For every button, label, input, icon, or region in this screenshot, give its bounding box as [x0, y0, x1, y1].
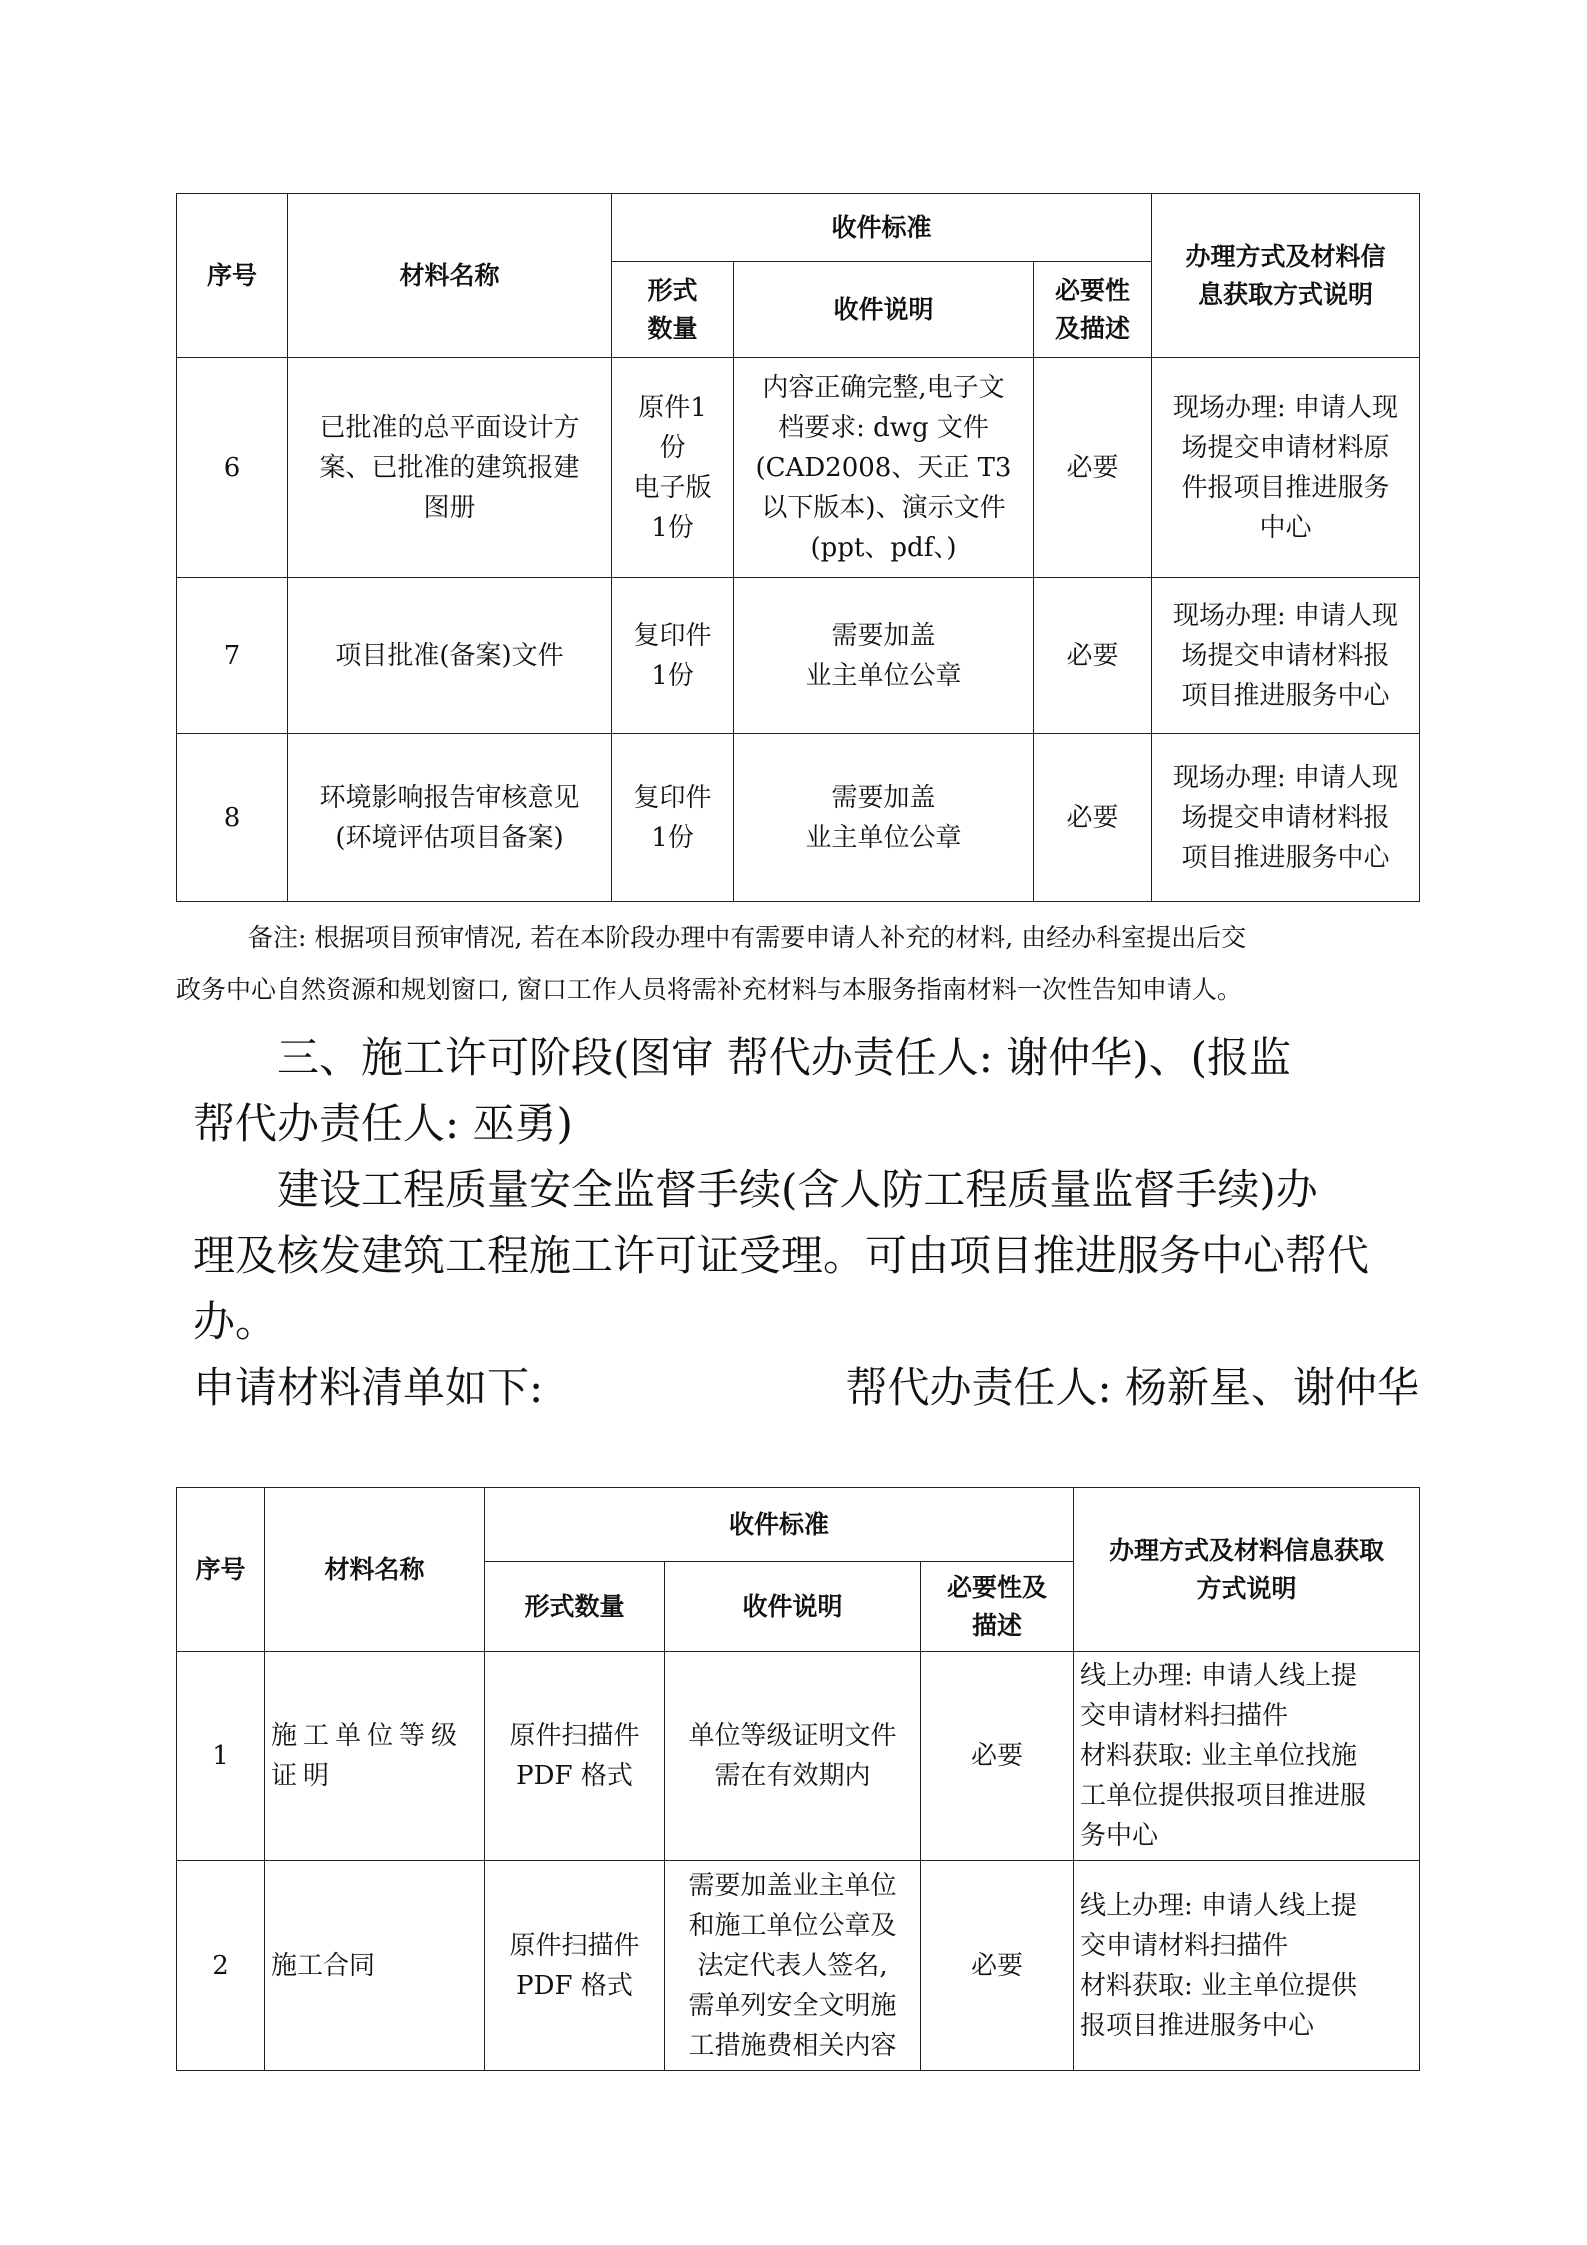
cell-method: 现场办理: 申请人现 场提交申请材料原 件报项目推进服务 中心	[1152, 358, 1420, 578]
list-intro	[193, 1355, 1419, 1421]
header-seq: 序号	[177, 1488, 265, 1652]
materials-table-1	[176, 193, 1420, 902]
header-name: 材料名称	[288, 194, 612, 358]
table-row	[177, 734, 1420, 902]
header-standard: 收件标准	[485, 1488, 1074, 1562]
cell-seq: 1	[177, 1652, 265, 1861]
cell-desc: 需要加盖 业主单位公章	[734, 734, 1034, 902]
cell-form: 原件1 份 电子版 1份	[612, 358, 734, 578]
table-row	[177, 1861, 1420, 2071]
header-method: 办理方式及材料信息获取 方式说明	[1074, 1488, 1420, 1652]
cell-name: 项目批准(备案)文件	[288, 578, 612, 734]
cell-form: 原件扫描件 PDF 格式	[485, 1652, 665, 1861]
cell-method: 线上办理: 申请人线上提 交申请材料扫描件 材料获取: 业主单位提供 报项目推进服务中心	[1074, 1861, 1420, 2071]
table-row	[177, 358, 1420, 578]
header-seq: 序号	[177, 194, 288, 358]
cell-necessity: 必要	[1034, 578, 1152, 734]
section-para-line-3: 办。	[193, 1297, 278, 1346]
list-responsible: 帮代办责任人: 杨新星、谢仲华	[845, 1363, 1419, 1412]
section-para-line-1: 建设工程质量安全监督手续(含人防工程质量监督手续)办	[277, 1165, 1318, 1214]
cell-form: 原件扫描件 PDF 格式	[485, 1861, 665, 2071]
list-label: 申请材料清单如下:	[193, 1363, 544, 1412]
cell-seq: 8	[177, 734, 288, 902]
section-heading-line-2: 帮代办责任人: 巫勇)	[193, 1099, 573, 1148]
table-row	[177, 1652, 1420, 1861]
cell-desc: 需要加盖 业主单位公章	[734, 578, 1034, 734]
header-desc: 收件说明	[665, 1562, 921, 1652]
header-necessity: 必要性 及描述	[1034, 262, 1152, 358]
header-form: 形式 数量	[612, 262, 734, 358]
cell-form: 复印件 1份	[612, 578, 734, 734]
table-row	[177, 578, 1420, 734]
cell-name: 已批准的总平面设计方 案、已批准的建筑报建 图册	[288, 358, 612, 578]
cell-method: 现场办理: 申请人现 场提交申请材料报 项目推进服务中心	[1152, 734, 1420, 902]
materials-table-2	[176, 1487, 1420, 2071]
cell-necessity: 必要	[1034, 358, 1152, 578]
header-method: 办理方式及材料信 息获取方式说明	[1152, 194, 1420, 358]
cell-desc: 需要加盖业主单位 和施工单位公章及 法定代表人签名, 需单列安全文明施 工措施费相关内容	[665, 1861, 921, 2071]
cell-form: 复印件 1份	[612, 734, 734, 902]
section-body	[193, 1025, 1419, 1421]
cell-name: 施工单位等级 证明	[265, 1652, 485, 1861]
cell-necessity: 必要	[921, 1861, 1074, 2071]
remark-line-1: 备注: 根据项目预审情况, 若在本阶段办理中有需要申请人补充的材料, 由经办科室提出后交	[248, 923, 1247, 952]
section-para-line-2: 理及核发建筑工程施工许可证受理。可由项目推进服务中心帮代	[193, 1231, 1370, 1280]
cell-desc: 内容正确完整,电子文 档要求: dwg 文件 (CAD2008、天正 T3 以下版本)、演示文件 (ppt、pdf、)	[734, 358, 1034, 578]
cell-method: 线上办理: 申请人线上提 交申请材料扫描件 材料获取: 业主单位找施 工单位提供报项目推进服 务中心	[1074, 1652, 1420, 1861]
remark-line-2: 政务中心自然资源和规划窗口, 窗口工作人员将需补充材料与本服务指南材料一次性告知申请人。	[176, 975, 1242, 1004]
cell-desc: 单位等级证明文件 需在有效期内	[665, 1652, 921, 1861]
cell-name: 施工合同	[265, 1861, 485, 2071]
header-standard: 收件标准	[612, 194, 1152, 262]
header-desc: 收件说明	[734, 262, 1034, 358]
cell-seq: 7	[177, 578, 288, 734]
cell-necessity: 必要	[1034, 734, 1152, 902]
cell-method: 现场办理: 申请人现 场提交申请材料报 项目推进服务中心	[1152, 578, 1420, 734]
header-necessity: 必要性及 描述	[921, 1562, 1074, 1652]
cell-necessity: 必要	[921, 1652, 1074, 1861]
header-form: 形式数量	[485, 1562, 665, 1652]
section-heading-line-1: 三、施工许可阶段(图审 帮代办责任人: 谢仲华)、(报监	[277, 1033, 1292, 1082]
cell-name: 环境影响报告审核意见 (环境评估项目备案)	[288, 734, 612, 902]
cell-seq: 2	[177, 1861, 265, 2071]
remark-note	[176, 912, 1419, 1016]
cell-seq: 6	[177, 358, 288, 578]
header-name: 材料名称	[265, 1488, 485, 1652]
